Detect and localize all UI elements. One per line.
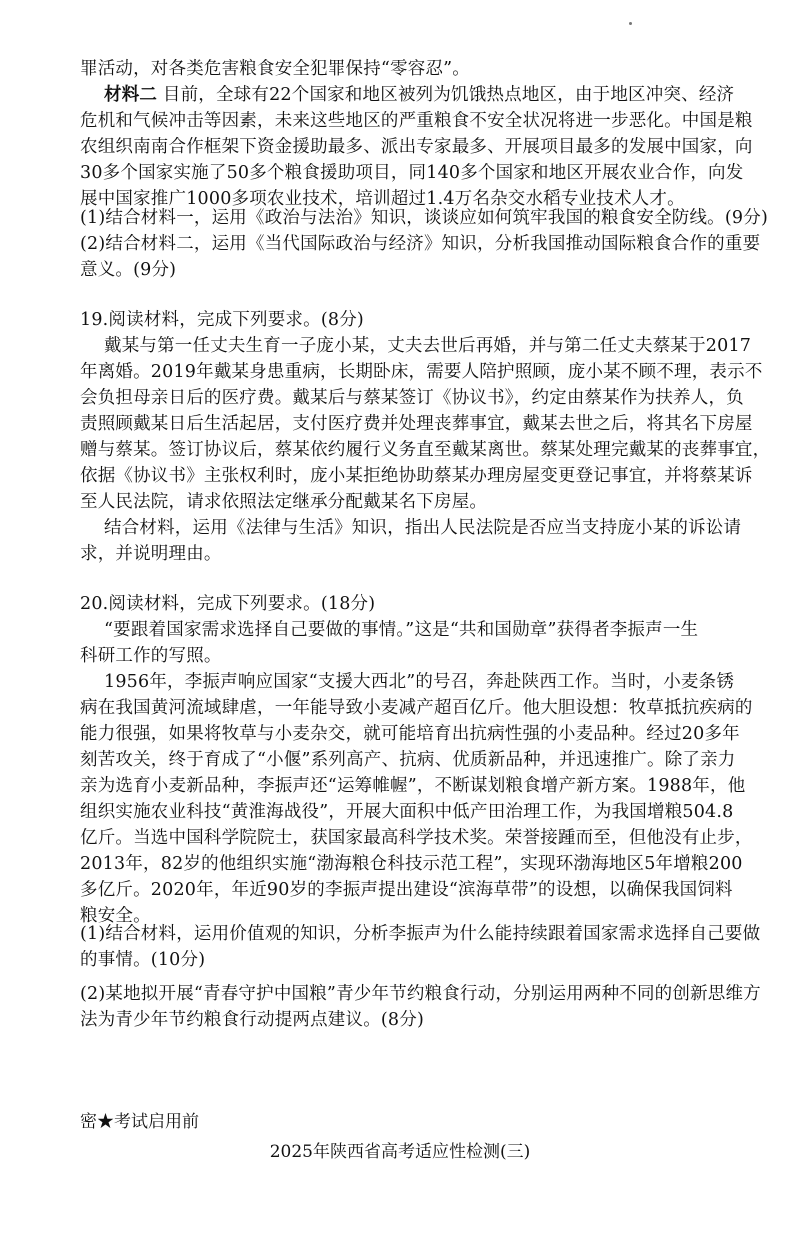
q20-material-line-4: 刻苦攻关，终于育成了“小偃”系列高产、抗病、优质新品种，并迅速推广。除了亲力 — [80, 750, 736, 770]
exam-title: 2025年陕西省高考适应性检测(三) — [269, 1142, 531, 1162]
material-one-end: 罪活动，对各类危害粮食安全犯罪保持“零容忍”。 — [80, 59, 470, 79]
q19-heading: 19.阅读材料，完成下列要求。(8分) — [80, 310, 364, 330]
q20-material-line-5: 亲为选育小麦新品种，李振声还“运筹帷幄”，不断谋划粮食增产新方案。1988年，他 — [80, 776, 746, 796]
q20-sub1-line-2: 的事情。(10分) — [80, 950, 206, 970]
scan-speck — [629, 22, 632, 25]
q20-material-line-8: 2013年，82岁的他组织实施“渤海粮仓科技示范工程”，实现环渤海地区5年增粮200 — [80, 854, 743, 874]
q19-material-line-3: 会负担母亲日后的医疗费。戴某后与蔡某签订《协议书》，约定由蔡某作为扶养人，负 — [80, 388, 744, 408]
confidential-label: 密★考试启用前 — [80, 1112, 199, 1132]
q20-intro-line-1: “要跟着国家需求选择自己要做的事情。”这是“共和国勋章”获得者李振声一生 — [104, 620, 699, 640]
q20-material-line-6: 组织实施农业科技“黄淮海战役”，开展大面积中低产田治理工作，为我国增粮504.8 — [80, 802, 734, 822]
material-two-line-4: 30多个国家实施了50多个粮食援助项目，同140多个国家和地区开展农业合作，向发 — [80, 163, 744, 183]
q19-material-line-4: 责照顾戴某日后生活起居，支付医疗费并处理丧葬事宜，戴某去世之后，将其名下房屋 — [80, 414, 753, 434]
q18-sub2-line-1: (2)结合材料二，运用《当代国际政治与经济》知识，分析我国推动国际粮食合作的重要 — [80, 234, 761, 254]
material-two-line-5: 展中国家推广1000多项农业技术，培训超过1.4万名杂交水稻专业技术人才。 — [80, 189, 685, 209]
material-two-line-1: 材料二 目前，全球有22个国家和地区被列为饥饿热点地区，由于地区冲突、经济 — [104, 85, 735, 105]
q20-sub2-line-2: 法为青少年节约粮食行动提两点建议。(8分) — [80, 1010, 424, 1030]
q19-material-line-7: 至人民法院，请求依照法定继承分配戴某名下房屋。 — [80, 492, 488, 512]
q20-material-line-2: 病在我国黄河流域肆虐，一年能导致小麦减产超百亿斤。他大胆设想：牧草抵抗疾病的 — [80, 698, 753, 718]
q20-sub1-line-1: (1)结合材料，运用价值观的知识，分析李振声为什么能持续跟着国家需求选择自己要做 — [80, 924, 761, 944]
q20-material-line-1: 1956年，李振声响应国家“支援大西北”的号召，奔赴陕西工作。当时，小麦条锈 — [104, 672, 735, 692]
q19-material-line-6: 依据《协议书》主张权利时，庞小某拒绝协助蔡某办理房屋变更登记事宜，并将蔡某诉 — [80, 466, 753, 486]
q19-material-line-1: 戴某与第一任丈夫生育一子庞小某，丈夫去世后再婚，并与第二任丈夫蔡某于2017 — [104, 336, 752, 356]
material-two-label: 材料二 — [104, 85, 158, 105]
q19-question-line-1: 结合材料，运用《法律与生活》知识，指出人民法院是否应当支持庞小某的诉讼请 — [104, 518, 742, 538]
q20-material-line-3: 能力很强，如果将牧草与小麦杂交，就可能培育出抗病性强的小麦品种。经过20多年 — [80, 724, 740, 744]
q20-material-line-9: 多亿斤。2020年，年近90岁的李振声提出建设“滨海草带”的设想，以确保我国饲料 — [80, 880, 733, 900]
q18-sub1: (1)结合材料一，运用《政治与法治》知识，谈谈应如何筑牢我国的粮食安全防线。(9分) — [80, 208, 768, 228]
q19-question-line-2: 求，并说明理由。 — [80, 544, 222, 564]
q20-material-line-10: 粮安全。 — [80, 906, 151, 926]
q20-sub2-line-1: (2)某地拟开展“青春守护中国粮”青少年节约粮食行动，分别运用两种不同的创新思维方 — [80, 984, 761, 1004]
material-two-line-2: 危机和气候冲击等因素，未来这些地区的严重粮食不安全状况将进一步恶化。中国是粮 — [80, 111, 753, 131]
material-two-line-3: 农组织南南合作框架下资金援助最多、派出专家最多、开展项目最多的发展中国家，向 — [80, 137, 753, 157]
q20-material-line-7: 亿斤。当选中国科学院院士，获国家最高科学技术奖。荣誉接踵而至，但他没有止步， — [80, 828, 753, 848]
q20-heading: 20.阅读材料，完成下列要求。(18分) — [80, 594, 376, 614]
q18-sub2-line-2: 意义。(9分) — [80, 260, 177, 280]
q20-intro-line-2: 科研工作的写照。 — [80, 646, 222, 666]
q19-material-line-5: 赠与蔡某。签订协议后，蔡某依约履行义务直至戴某离世。蔡某处理完戴某的丧葬事宜， — [80, 440, 771, 460]
q19-material-line-2: 年离婚。2019年戴某身患重病，长期卧床，需要人陪护照顾，庞小某不顾不理，表示不 — [80, 362, 763, 382]
